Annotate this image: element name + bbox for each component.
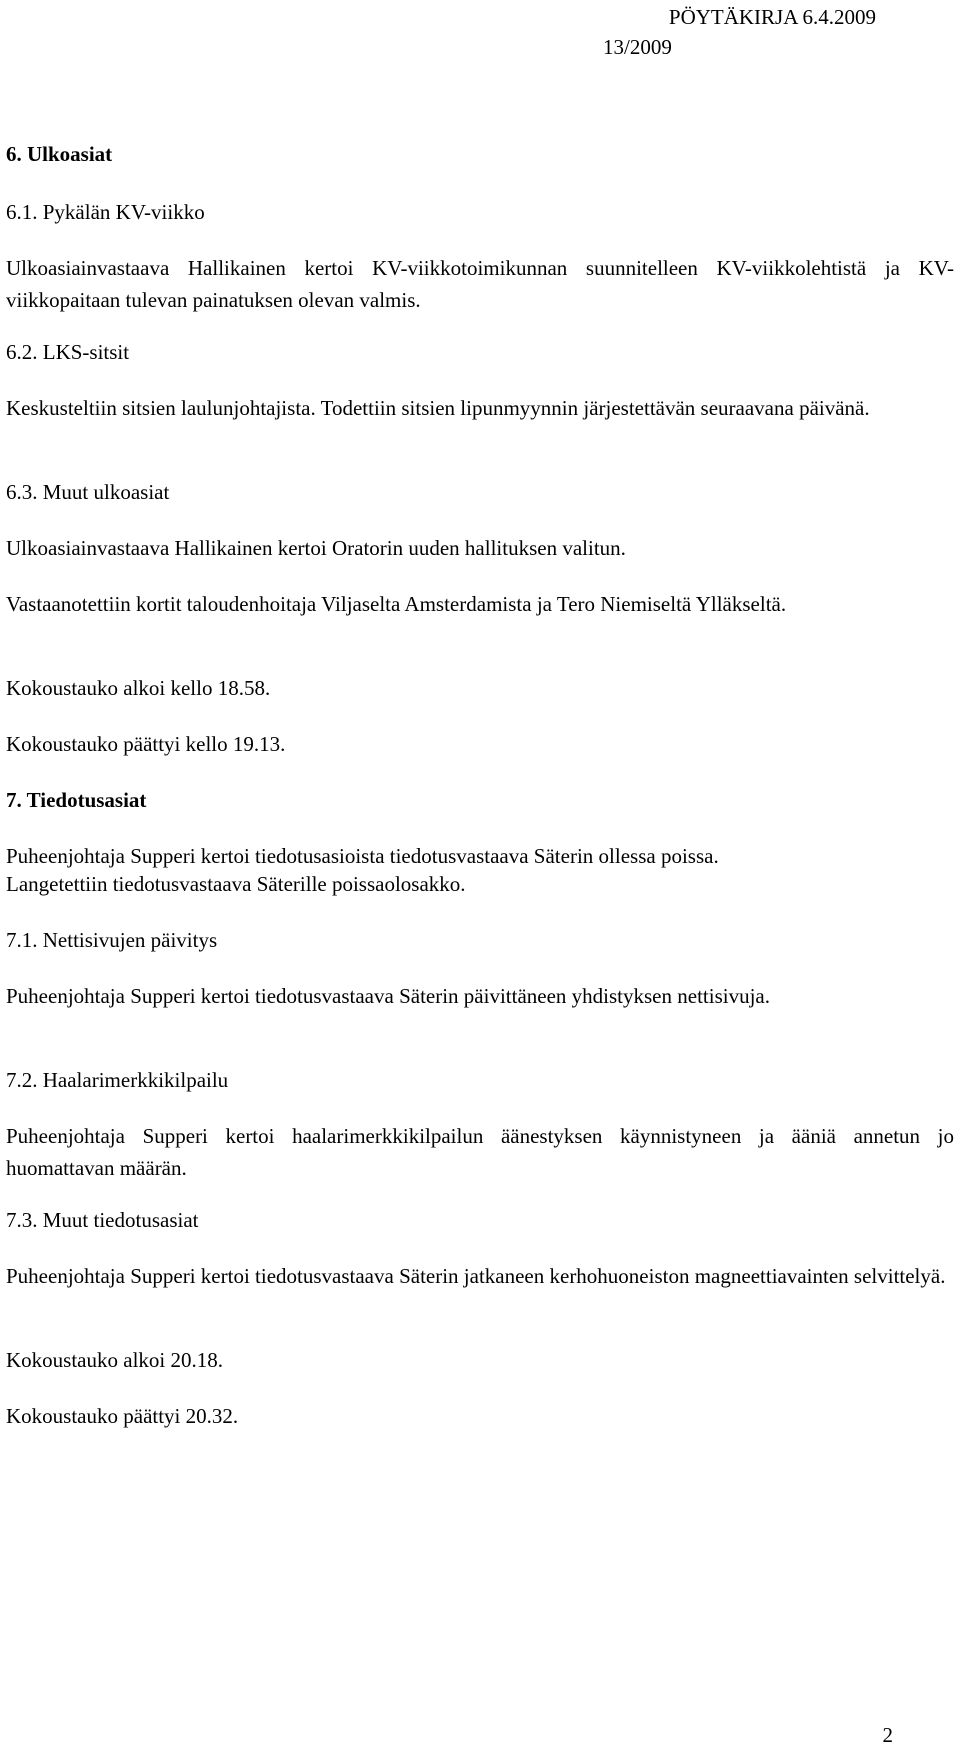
section-7-3-text: Puheenjohtaja Supperi kertoi tiedotusvastaava Säterin jatkaneen kerhohuoneiston magneettiavainten selvittelyä. — [6, 1264, 946, 1288]
section-7-text-1: Puheenjohtaja Supperi kertoi tiedotusasioista tiedotusvastaava Säterin ollessa poissa. — [6, 844, 719, 868]
section-7-2-heading: 7.2. Haalarimerkkikilpailu — [6, 1068, 229, 1092]
section-6-heading: 6. Ulkoasiat — [6, 142, 113, 166]
page-number: 2 — [882, 1723, 893, 1747]
section-6-1-text: Ulkoasiainvastaava Hallikainen kertoi KV-viikkotoimikunnan suunnitelleen KV-viikkolehtistä ja KV-viikkopaitaan tulevan painatuksen olevan valmis. — [6, 256, 954, 312]
section-7-break-end: Kokoustauko päättyi 20.32. — [6, 1404, 239, 1428]
section-7-break-start: Kokoustauko alkoi 20.18. — [6, 1348, 223, 1372]
section-7-3-heading: 7.3. Muut tiedotusasiat — [6, 1208, 199, 1232]
section-6-break-start: Kokoustauko alkoi kello 18.58. — [6, 676, 271, 700]
section-6-3-text-2: Vastaanotettiin kortit taloudenhoitaja Viljaselta Amsterdamista ja Tero Niemiseltä Ylläkseltä. — [6, 592, 787, 616]
section-7-1-text: Puheenjohtaja Supperi kertoi tiedotusvastaava Säterin päivittäneen yhdistyksen nettisivuja. — [6, 984, 770, 1008]
section-7-2-text: Puheenjohtaja Supperi kertoi haalarimerkkikilpailun äänestyksen käynnistyneen ja ääniä annetun jo huomattavan määrän. — [6, 1124, 954, 1180]
section-6-2-heading: 6.2. LKS-sitsit — [6, 340, 130, 364]
section-6-3-heading: 6.3. Muut ulkoasiat — [6, 480, 170, 504]
section-7-1-heading: 7.1. Nettisivujen päivitys — [6, 928, 218, 952]
section-6-2-text: Keskusteltiin sitsien laulunjohtajista. Todettiin sitsien lipunmyynnin järjestettävän seuraavana päivänä. — [6, 396, 870, 420]
section-6-break-end: Kokoustauko päättyi kello 19.13. — [6, 732, 286, 756]
header-doc-type-date: PÖYTÄKIRJA 6.4.2009 — [668, 5, 876, 29]
header-doc-number: 13/2009 — [603, 35, 672, 59]
section-6-1-heading: 6.1. Pykälän KV-viikko — [6, 200, 205, 224]
section-7-text-2: Langetettiin tiedotusvastaava Säterille poissaolosakko. — [6, 872, 466, 896]
section-7-heading: 7. Tiedotusasiat — [6, 788, 147, 812]
section-6-3-text-1: Ulkoasiainvastaava Hallikainen kertoi Oratorin uuden hallituksen valitun. — [6, 536, 626, 560]
